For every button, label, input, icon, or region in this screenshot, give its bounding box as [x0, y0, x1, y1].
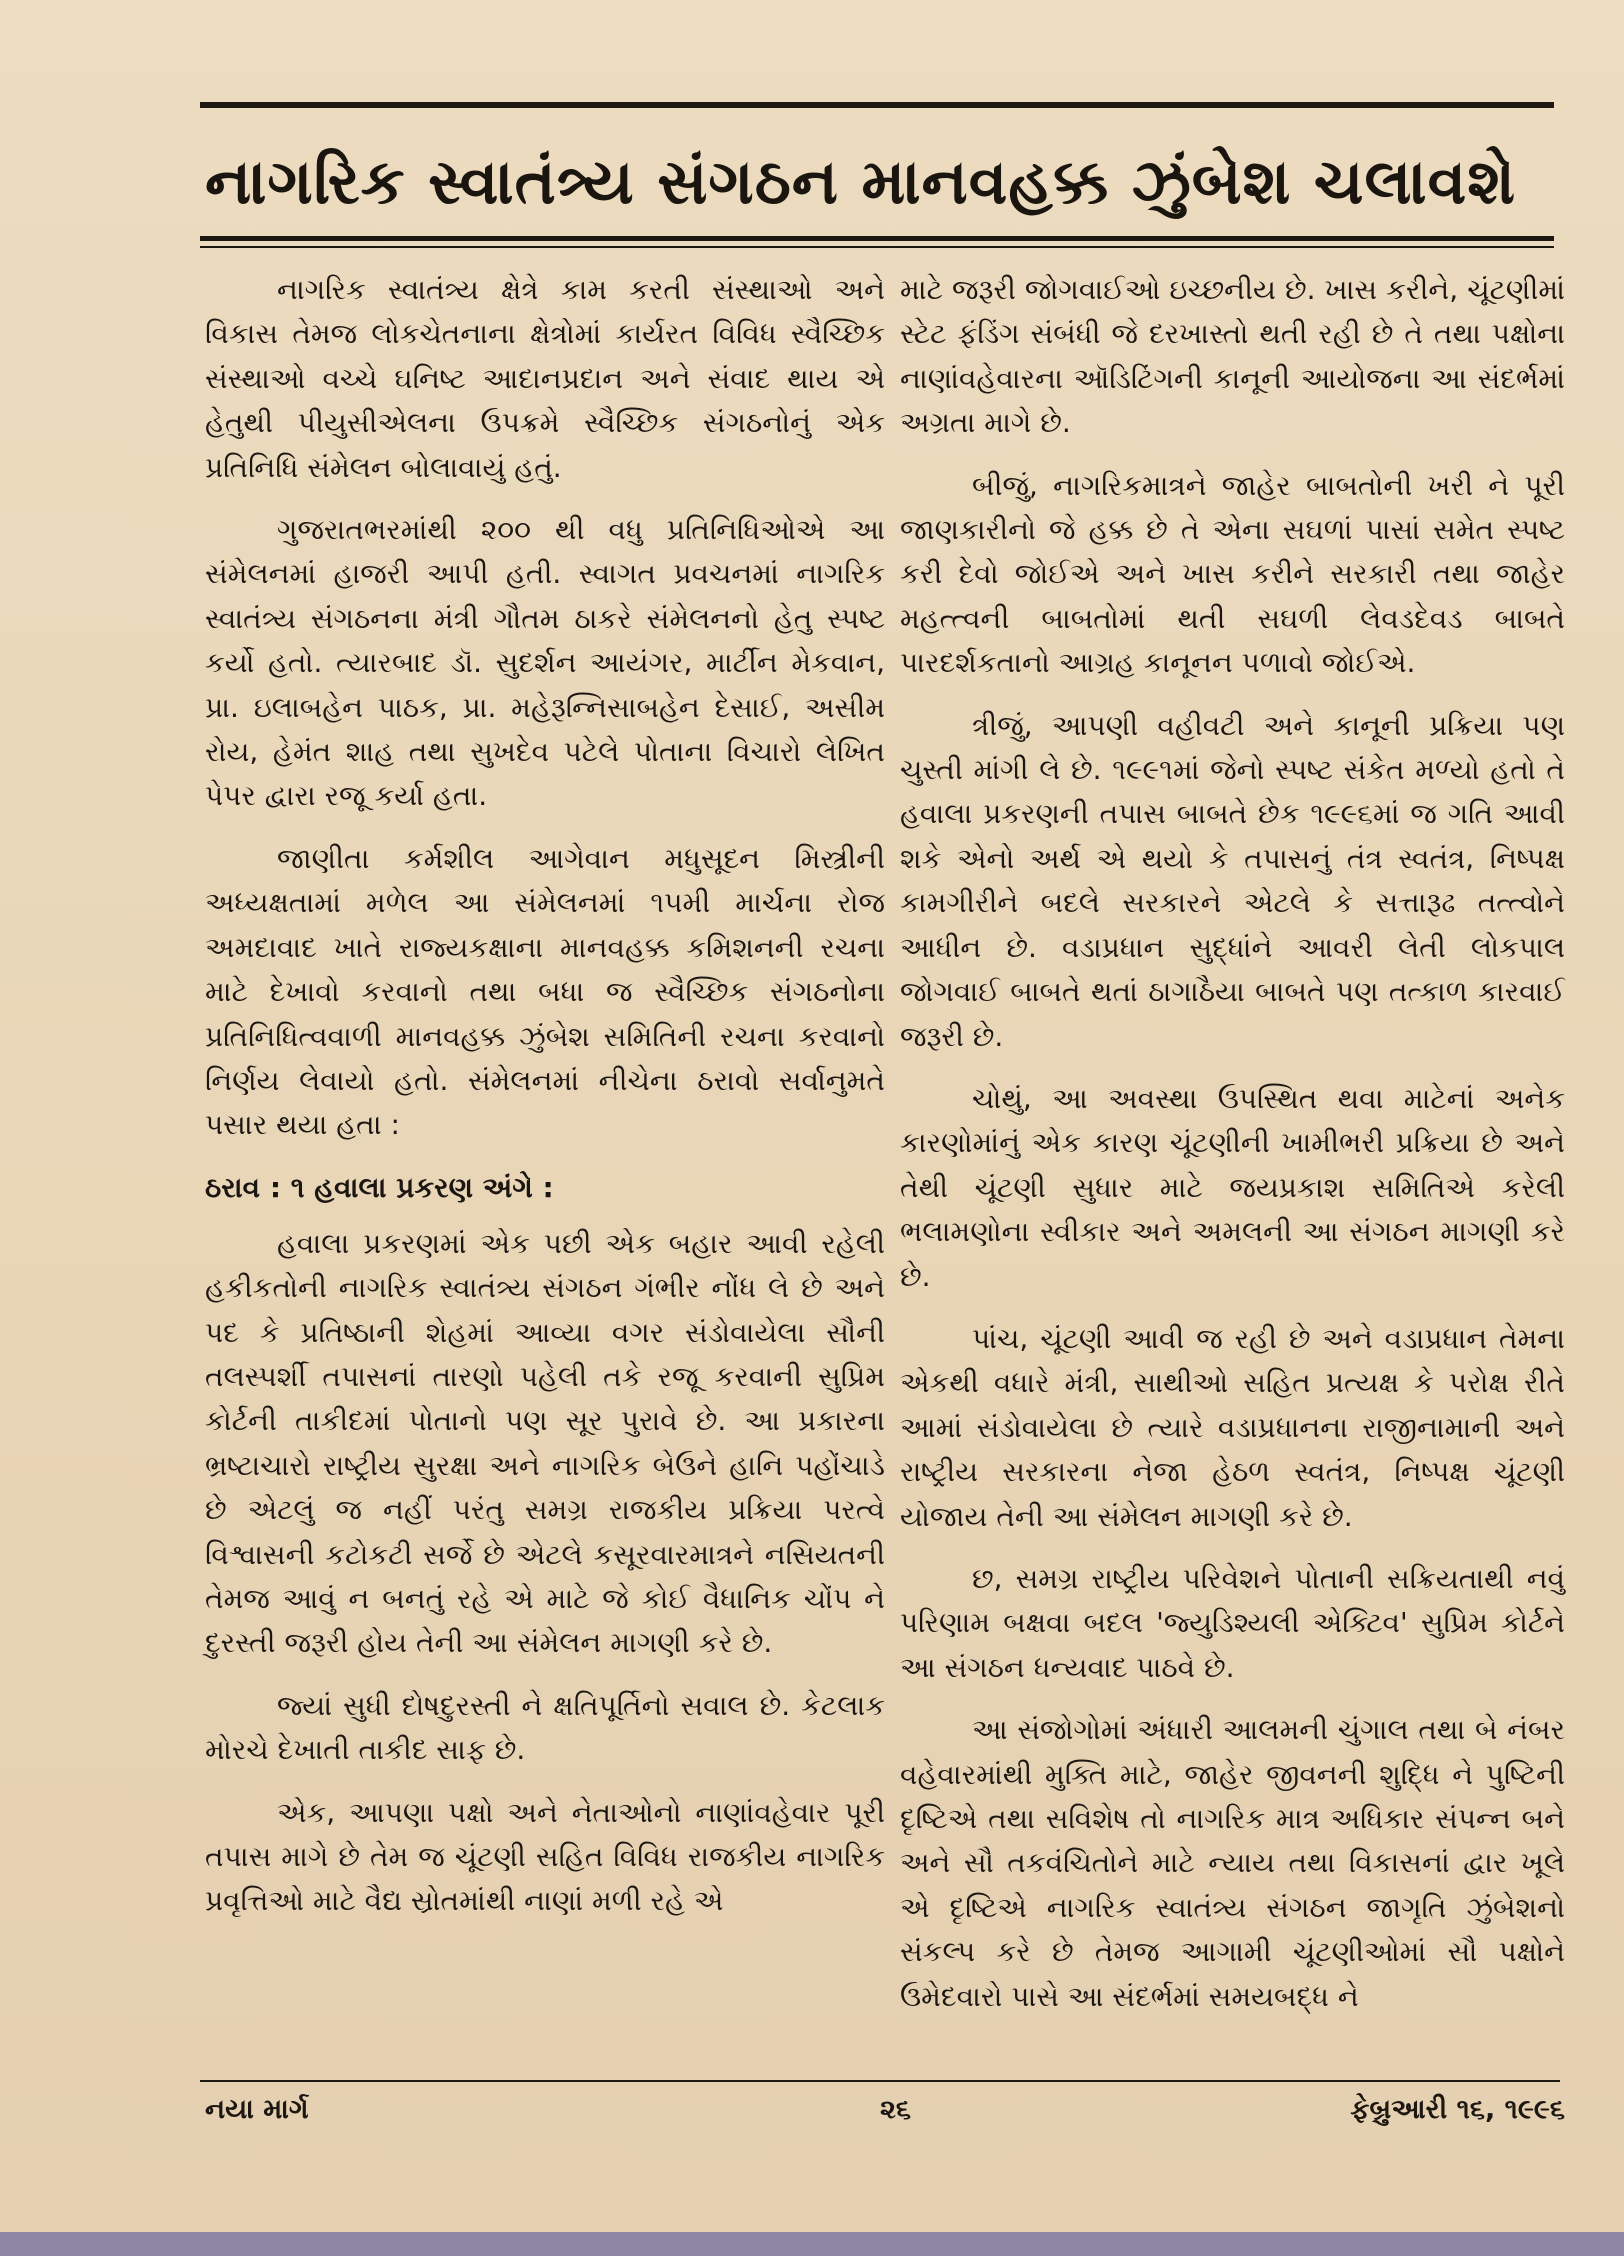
right-column — [900, 268, 1565, 2037]
paragraph: હવાલા પ્રકરણમાં એક પછી એક બહાર આવી રહેલી હકીકતોની નાગરિક સ્વાતંત્ર્ય સંગઠન ગંભીર નોંધ લે છે અને પદ કે પ્રતિષ્ઠાની શેહમાં આવ્યા વગર સંડોવાયેલા સૌની તલસ્પર્શી તપાસનાં તારણો પહેલી તકે રજૂ કરવાની સુપ્રિમ કોર્ટની તાકીદમાં પોતાનો પણ સૂર પુરાવે છે. આ પ્રકારના ભ્રષ્ટાચારો રાષ્ટ્રીય સુરક્ષા અને નાગરિક બેઉને હાનિ પહોંચાડે છે એટલું જ નહીં પરંતુ સમગ્ર રાજકીય પ્રક્રિયા પરત્વે વિશ્વાસની કટોકટી સર્જે છે એટલે કસૂરવારમાત્રને નસિયતની તેમજ આવું ન બનતું રહે એ માટે જે કોઈ વૈધાનિક ચોંપ ને દુરસ્તી જરૂરી હોય તેની આ સંમેલન માગણી કરે છે. — [205, 1226, 885, 1660]
title-bottom-rule-1 — [200, 236, 1554, 241]
paragraph: એક, આપણા પક્ષો અને નેતાઓનો નાણાંવહેવાર પૂરી તપાસ માગે છે તેમ જ ચૂંટણી સહિત વિવિધ રાજકીય નાગરિક પ્રવૃત્તિઓ માટે વૈદ્ય સ્રોતમાંથી નાણાં મળી રહે એ — [205, 1795, 885, 1918]
publication-name: નયા માર્ગ — [205, 2094, 309, 2125]
paragraph: છ, સમગ્ર રાષ્ટ્રીય પરિવેશને પોતાની સક્રિયતાથી નવું પરિણામ બક્ષવા બદલ 'જ્યુડિશ્યલી એક્ટિવ' સુપ્રિમ કોર્ટને આ સંગઠન ધન્યવાદ પાઠવે છે. — [900, 1561, 1565, 1684]
title-bottom-rule-2 — [200, 246, 1554, 248]
paragraph: જ્યાં સુધી દોષદુરસ્તી ને ક્ષતિપૂર્તિનો સવાલ છે. કેટલાક મોરચે દેખાતી તાકીદ સાફ છે. — [205, 1688, 885, 1767]
page-number: ૨૬ — [880, 2094, 911, 2125]
paragraph: આ સંજોગોમાં અંધારી આલમની ચુંગાલ તથા બે નંબર વહેવારમાંથી મુક્તિ માટે, જાહેર જીવનની શુદ્ધિ ને પુષ્ટિની દૃષ્ટિએ તથા સવિશેષ તો નાગરિક માત્ર અધિકાર સંપન્ન બને અને સૌ તકવંચિતોને માટે ન્યાય તથા વિકાસનાં દ્વાર ખૂલે એ દૃષ્ટિએ નાગરિક સ્વાતંત્ર્ય સંગઠન જાગૃતિ ઝુંબેશનો સંકલ્પ કરે છે તેમજ આગામી ચૂંટણીઓમાં સૌ પક્ષોને ઉમેદવારો પાસે આ સંદર્ભમાં સમયબદ્ધ ને — [900, 1713, 1565, 2013]
left-column — [205, 268, 885, 1942]
paragraph: બીજું, નાગરિકમાત્રને જાહેર બાબતોની ખરી ને પૂરી જાણકારીનો જે હક્ક છે તે એના સઘળાં પાસાં સમેત સ્પષ્ટ કરી દેવો જોઈએ અને ખાસ કરીને સરકારી તથા જાહેર મહત્ત્વની બાબતોમાં થતી સઘળી લેવડદેવડ બાબતે પારદર્શકતાનો આગ્રહ કાનૂનન પળાવો જોઈએ. — [900, 468, 1565, 680]
paragraph: ચોથું, આ અવસ્થા ઉપસ્થિત થવા માટેનાં અનેક કારણોમાંનું એક કારણ ચૂંટણીની ખામીભરી પ્રક્રિયા છે અને તેથી ચૂંટણી સુધાર માટે જયપ્રકાશ સમિતિએ કરેલી ભલામણોના સ્વીકાર અને અમલની આ સંગઠન માગણી કરે છે. — [900, 1081, 1565, 1293]
paragraph: માટે જરૂરી જોગવાઈઓ ઇચ્છનીય છે. ખાસ કરીને, ચૂંટણીમાં સ્ટેટ ફંડિંગ સંબંધી જે દરખાસ્તો થતી રહી છે તે તથા પક્ષોના નાણાંવહેવારના ઑડિટિંગની કાનૂની આયોજના આ સંદર્ભમાં અગ્રતા માગે છે. — [900, 273, 1565, 440]
paragraph: જાણીતા કર્મશીલ આગેવાન મધુસૂદન મિસ્ત્રીની અધ્યક્ષતામાં મળેલ આ સંમેલનમાં ૧૫મી માર્ચના રોજ અમદાવાદ ખાતે રાજ્યકક્ષાના માનવહક્ક કમિશનની રચના માટે દેખાવો કરવાનો તથા બધા જ સ્વૈચ્છિક સંગઠનોના પ્રતિનિધિત્વવાળી માનવહક્ક ઝુંબેશ સમિતિની રચના કરવાનો નિર્ણય લેવાયો હતો. સંમેલનમાં નીચેના ઠરાવો સર્વાનુમતે પસાર થયા હતા : — [205, 841, 885, 1142]
footer-rule — [200, 2080, 1560, 2082]
paragraph: ત્રીજું, આપણી વહીવટી અને કાનૂની પ્રક્રિયા પણ ચુસ્તી માંગી લે છે. ૧૯૯૧માં જેનો સ્પષ્ટ સંકેત મળ્યો હતો તે હવાલા પ્રકરણની તપાસ બાબતે છેક ૧૯૯૬માં જ ગતિ આવી શકે એનો અર્થ એ થયો કે તપાસનું તંત્ર સ્વતંત્ર, નિષ્પક્ષ કામગીરીને બદલે સરકારને એટલે કે સત્તારૂઢ તત્ત્વોને આધીન છે. વડાપ્રધાન સુદ્ધાંને આવરી લેતી લોકપાલ જોગવાઈ બાબતે થતાં ઠાગાઠૈયા બાબતે પણ તત્કાળ કારવાઈ જરૂરી છે. — [900, 708, 1565, 1053]
article-title: નાગરિક સ્વાતંત્ર્ય સંગઠન માનવહક્ક ઝુંબેશ ચલાવશે — [205, 145, 1517, 218]
paragraph: પાંચ, ચૂંટણી આવી જ રહી છે અને વડાપ્રધાન તેમના એકથી વધારે મંત્રી, સાથીઓ સહિત પ્રત્યક્ષ કે પરોક્ષ રીતે આમાં સંડોવાયેલા છે ત્યારે વડાપ્રધાનના રાજીનામાની અને રાષ્ટ્રીય સરકારના નેજા હેઠળ સ્વતંત્ર, નિષ્પક્ષ ચૂંટણી યોજાય તેની આ સંમેલન માગણી કરે છે. — [900, 1321, 1565, 1533]
paragraph: નાગરિક સ્વાતંત્ર્ય ક્ષેત્રે કામ કરતી સંસ્થાઓ અને વિકાસ તેમજ લોકચેતનાના ક્ષેત્રોમાં કાર્યરત વિવિધ સ્વૈચ્છિક સંસ્થાઓ વચ્ચે ઘનિષ્ટ આદાનપ્રદાન અને સંવાદ થાય એ હેતુથી પીયુસીએલના ઉપક્રમે સ્વૈચ્છિક સંગઠનોનું એક પ્રતિનિધિ સંમેલન બોલાવાયું હતું. — [205, 273, 885, 484]
resolution-heading: ઠરાવ : ૧ હવાલા પ્રકરણ અંગે : — [205, 1170, 554, 1204]
scan-bottom-edge — [0, 2232, 1624, 2256]
title-top-rule — [200, 102, 1554, 108]
paragraph: ગુજરાતભરમાંથી ૨૦૦ થી વધુ પ્રતિનિધિઓએ આ સંમેલનમાં હાજરી આપી હતી. સ્વાગત પ્રવચનમાં નાગરિક સ્વાતંત્ર્ય સંગઠનના મંત્રી ગૌતમ ઠાકરે સંમેલનનો હેતુ સ્પષ્ટ કર્યો હતો. ત્યારબાદ ડૉ. સુદર્શન આયંગર, માર્ટીન મેકવાન, પ્રા. ઇલાબહેન પાઠક, પ્રા. મહેરૂન્નિસાબહેન દેસાઈ, અસીમ રોય, હેમંત શાહ તથા સુખદેવ પટેલે પોતાના વિચારો લેખિત પેપર દ્વારા રજૂ કર્યા હતા. — [205, 513, 885, 813]
issue-date: ફેબ્રુઆરી ૧૬, ૧૯૯૬ — [1350, 2094, 1565, 2125]
